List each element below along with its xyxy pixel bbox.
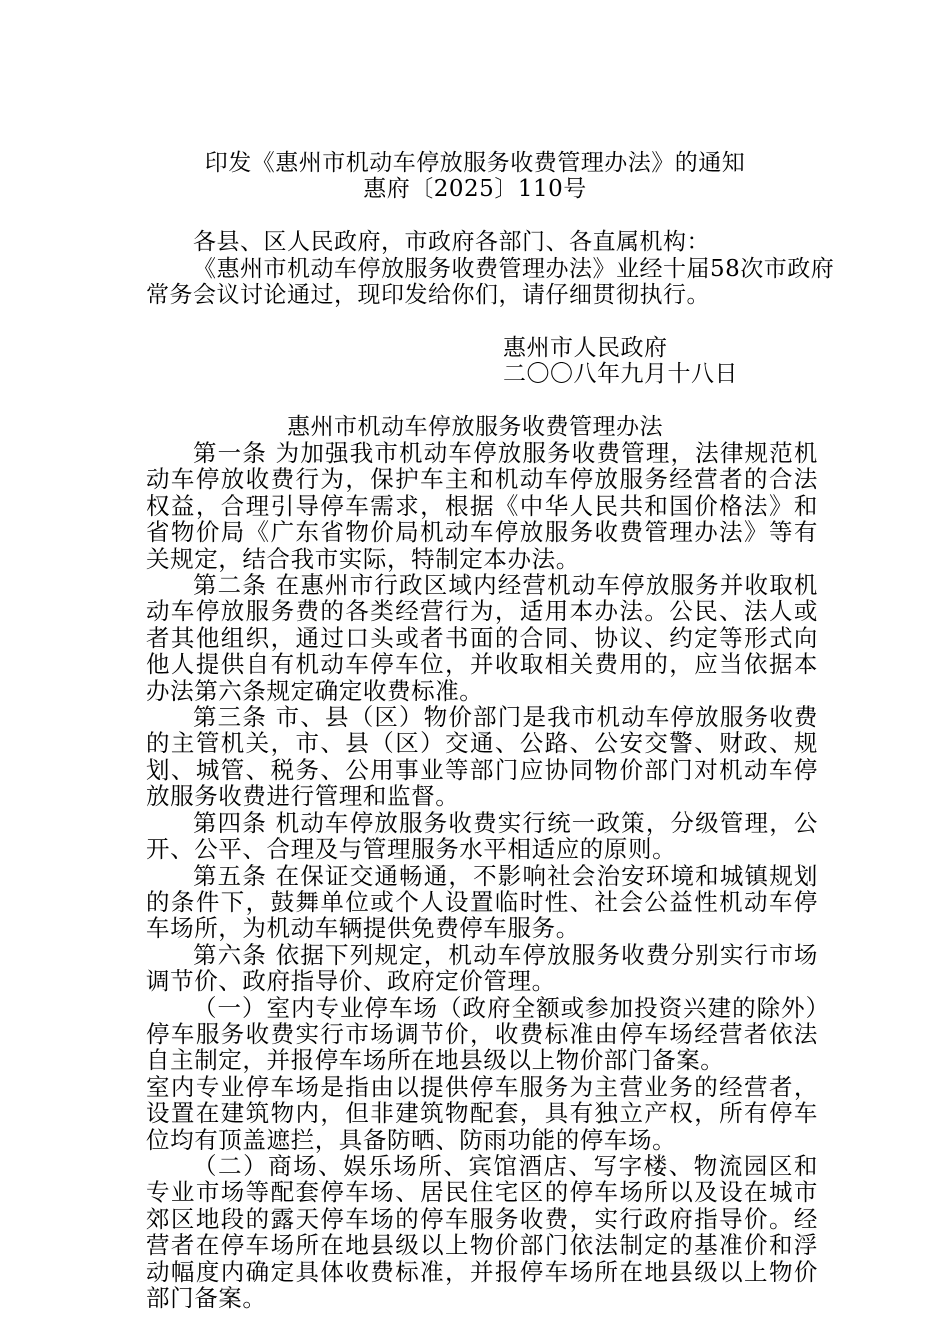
measures-title: 惠州市机动车停放服务收费管理办法 [287,414,663,440]
signer: 惠州市人民政府 [503,335,668,361]
indoor-parking-definition: 室内专业停车场是指由以提供停车服务为主营业务的经营者，设置在建筑物内，但非建筑物配套，具有独立产权，所有停车位均有顶盖遮拦，具备防晒、防雨功能的停车场。 [146,1072,818,1154]
notice-body-line-1: 《惠州市机动车停放服务收费管理办法》业经十届58次市政府 [193,256,835,282]
article-6: 第六条 依据下列规定，机动车停放服务收费分别实行市场调节价、政府指导价、政府定价管理。 [146,940,818,996]
addressee: 各县、区人民政府，市政府各部门、各直属机构： [193,229,710,255]
document-number: 惠府〔2025〕110号 [363,176,587,202]
article-6-item-2: （二）商场、娱乐场所、宾馆酒店、写字楼、物流园区和专业市场等配套停车场、居民住宅区的停车场所以及设在城市郊区地段的露天停车场的停车服务收费，实行政府指导价。经营者在停车场所在地县级以上物价部门依法制定的基准价和浮动幅度内确定具体收费标准，并报停车场所在地县级以上物价部门备案。 [146,1151,818,1312]
notice-body-line-2: 常务会议讨论通过，现印发给你们，请仔细贯彻执行。 [146,282,710,308]
article-5: 第五条 在保证交通畅通，不影响社会治安环境和城镇规划的条件下，鼓舞单位或个人设置临时性、社会公益性机动车停车场所，为机动车辆提供免费停车服务。 [146,861,818,943]
article-3: 第三条 市、县（区）物价部门是我市机动车停放服务收费的主管机关，市、县（区）交通、公路、公安交警、财政、规划、城管、税务、公用事业等部门应协同物价部门对机动车停放服务收费进行管理和监督。 [146,703,818,811]
article-6-item-1: （一）室内专业停车场（政府全额或参加投资兴建的除外）停车服务收费实行市场调节价，收费标准由停车场经营者依法自主制定，并报停车场所在地县级以上物价部门备案。 [146,993,818,1075]
article-1: 第一条 为加强我市机动车停放服务收费管理，法律规范机动车停放收费行为，保护车主和机动车停放服务经营者的合法权益，合理引导停车需求，根据《中华人民共和国价格法》和省物价局《广东省物价局机动车停放服务收费管理办法》等有关规定，结合我市实际，特制定本办法。 [146,439,818,573]
article-4: 第四条 机动车停放服务收费实行统一政策，分级管理，公开、公平、合理及与管理服务水平相适应的原则。 [146,808,818,864]
issue-date: 二〇〇八年九月十八日 [503,361,738,387]
notice-title: 印发《惠州市机动车停放服务收费管理办法》的通知 [204,150,746,176]
article-2: 第二条 在惠州市行政区域内经营机动车停放服务并收取机动车停放服务费的各类经营行为，适用本办法。公民、法人或者其他组织，通过口头或者书面的合同、协议、约定等形式向他人提供自有机动车停车位，并收取相关费用的，应当依据本办法第六条规定确定收费标准。 [146,571,818,705]
measures-body [146,440,818,1311]
